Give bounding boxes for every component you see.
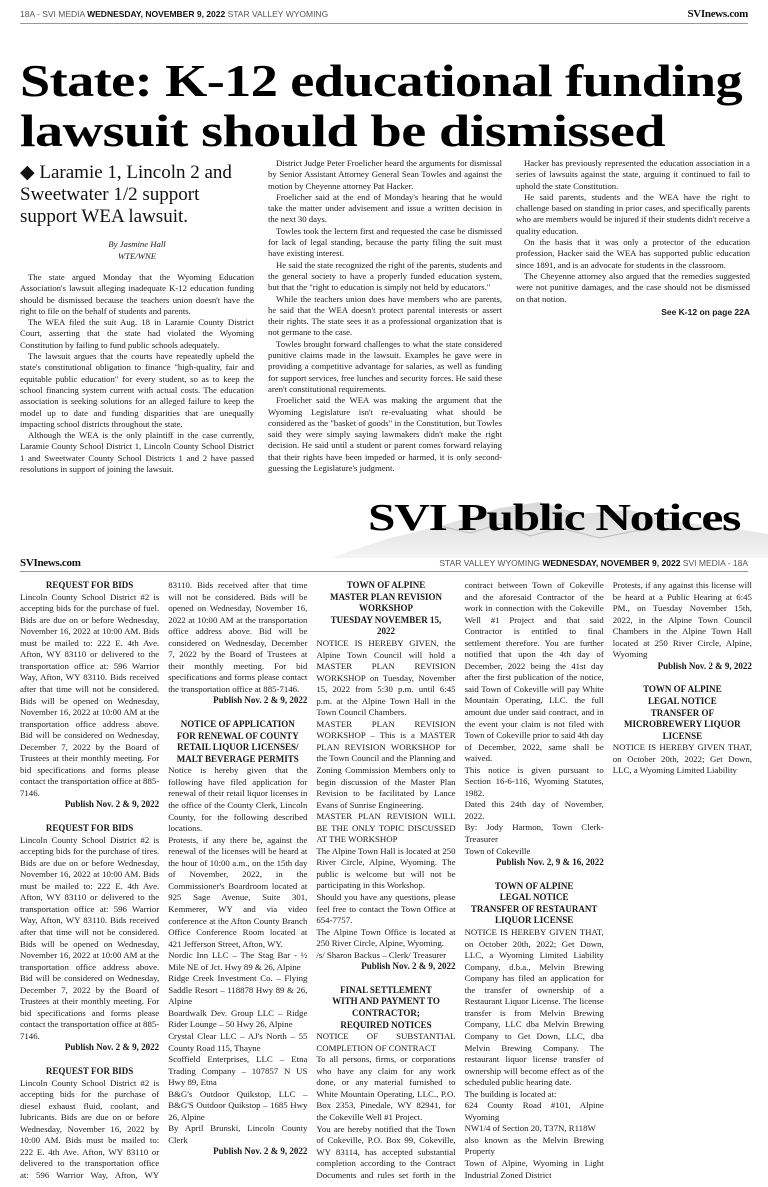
notice-paragraph: You are hereby notified that the Town of Cokeville, P.O. Box 99, Cokeville, WY 83114, has accepted substantial completion according to the Contract Documents and rules set forth in the contract between Town of Cokeville and the aforesaid Contractor of the work in connection with the Cokeville Well #1 Project and that said Contractor is entitled to final settlement therefore. You are further notified that upon the 4th day of December, 2022 being the 41st day after the first publication of the notice, said Town of Cokeville will pay White Mountain Operating, LLC. the full amount due under said contract, and in the event your claim is not filed with Town of Cokeville prior to said 4th day of December, 2022, same shall be waived. xyxy=(316,580,604,1180)
notice-paragraph: Scoffield Enterprises, LLC – Etna Trading Company – 107857 N US Hwy 89, Etna xyxy=(168,1054,308,1088)
notice-paragraph: MASTER PLAN REVISION WORKSHOP – This is a MASTER PLAN REVISION WORKSHOP for the Town Council and the Planning and Zoning Commission Members only to begin discussion of the Master Plan Revision to be facilitated by Lance Evans of Sunrise Engineering. xyxy=(316,718,456,810)
notice-paragraph: By: Jody Harmon, Town Clerk-Treasurer xyxy=(464,822,604,845)
headline-line-2: lawsuit should be dismissed xyxy=(20,105,665,156)
notice-publish-date: Publish Nov. 2 & 9, 2022 xyxy=(64,799,160,810)
notice-paragraph: This notice is given pursuant to Section 16-6-116, Wyoming Statutes, 1982. xyxy=(464,764,604,798)
public-notices-title: SVI Public Notices xyxy=(368,497,740,539)
notice-publish-date: Publish Nov. 2 & 9, 2022 xyxy=(657,660,752,671)
article-paragraph: Froelicher said at the end of Monday's hearing that he would take the matter under advisement and issue a written decision in the next 30 days. xyxy=(268,191,502,225)
article-paragraph: Although the WEA is the only plaintiff in the case currently, Laramie County School District 1, Lincoln County School District 1 and Sweetwater County School Districts 1 and 2 have passed resolutions in support of joining the lawsuit. xyxy=(20,430,254,475)
notice-paragraph: Notice is hereby given that the following have filed application for renewal of their retail liquor licenses in the office of the County Clerk, Lincoln County, for the following described locations. xyxy=(168,765,308,834)
notice-paragraph: also known as the Melvin Brewing Property xyxy=(464,1134,604,1157)
notice-paragraph: /s/ Sharon Backus – Clerk/ Treasurer xyxy=(316,949,447,960)
public-notices-columns xyxy=(20,580,752,1187)
notice-paragraph: To all persons, firms, or corporations who have any claim for any work done, or any material furnished to White Mountain Operating, LLC., P.O. Box 2353, Pinedale, WY 82941, for the Cokeville Well #1 Project. xyxy=(316,1054,456,1123)
notice-paragraph: Dated this 24th day of November, 2022. xyxy=(464,799,604,821)
notice-paragraph: The Alpine Town Office is located at 250 River Circle, Alpine, Wyoming. xyxy=(316,926,456,949)
page-header xyxy=(20,5,748,24)
page-number: 18A - SVI MEDIA xyxy=(20,9,85,19)
article-paragraph: District Judge Peter Froelicher heard the arguments for dismissal by Senior Assistant Attorney General Sean Towles and against the motion by Cheyenne attorney Pat Hacker. xyxy=(268,158,502,191)
byline-org: WTE/WNE xyxy=(117,251,157,261)
page-header-info xyxy=(20,9,328,19)
article-paragraph: On the basis that it was only a protector of the education profession, Hacker said the WEA has supported public education since 1891, and is an advocate for students in the classroom. xyxy=(516,237,750,270)
notice-paragraph: By April Brunski, Lincoln County Clerk xyxy=(168,1123,308,1145)
article-paragraph: Towles brought forward challenges to what the state considered punitive claims made in the lawsuit. Examples he gave were in providing a competitive advantage for salaries, as well as funding for support services, free lunches and security forces. He said these aren't constitutional requirements. xyxy=(268,338,502,394)
headline xyxy=(20,56,748,156)
article-paragraph: He said the state recognized the right of the parents, students and the general society to have a properly funded education system, but that the "right to education is simply not held by educators." xyxy=(268,259,502,293)
notice-paragraph: Ridge Creek Investment Co. – Flying Saddle Resort – 118878 Hwy 89 & 26, Alpine xyxy=(168,973,308,1007)
subhead: ◆ Laramie 1, Lincoln 2 and Sweetwater 1/2 support support WEA lawsuit. xyxy=(20,162,232,227)
public-notices-banner xyxy=(300,488,768,560)
notice-paragraph: The building is located at: xyxy=(464,1088,557,1099)
notice-heading: TOWN OF ALPINE LEGAL NOTICE TRANSFER OF MICROBREWERY LIQUOR LICENSE xyxy=(624,684,741,741)
site-link[interactable]: SVInews.com xyxy=(687,8,748,20)
notice-publish-date: Publish Nov. 2, 9 & 16, 2022 xyxy=(495,857,604,868)
notice-paragraph: NOTICE OF SUBSTANTIAL COMPLETION OF CONTRACT xyxy=(316,1031,456,1053)
notice-paragraph: 624 County Road #101, Alpine Wyoming xyxy=(464,1100,604,1122)
notice-heading: FINAL SETTLEMENT WITH AND PAYMENT TO CONTRACTOR; REQUIRED NOTICES xyxy=(332,984,440,1030)
byline xyxy=(20,238,254,262)
notice-heading: NOTICE OF APPLICATION FOR RENEWAL OF COUNTY RETAIL LIQUOR LICENSES/ MALT BEVERAGE PERMITS xyxy=(176,719,299,764)
notice-paragraph: NW1/4 of Section 20, T37N, R118W xyxy=(464,1123,596,1134)
notice-publish-date: Publish Nov. 2 & 9, 2022 xyxy=(213,1146,308,1157)
notice-heading: REQUEST FOR BIDS xyxy=(45,1065,134,1076)
notice-paragraph: NOTICE IS HEREBY GIVEN THAT, on October 20th, 2022; Get Down, LLC, a Wyoming Limited Liability Company, d.b.a., Melvin Brewing Company has filed an application for the transfer of ownership of a Restaurant Liquor License. The license transfer is from Melvin Brewing Company, LLC dba Melvin Brewing Company to Get Down, LLC, dba Melvin Brewing Company. The restaurant liquor license transfer of ownership will become effect as of the scheduled public hearing date. xyxy=(464,927,604,1088)
notice-heading: TOWN OF ALPINE MASTER PLAN REVISION WORKSHOP TUESDAY NOVEMBER 15, 2022 xyxy=(329,580,442,637)
article-paragraph: Froelicher said the WEA was making the argument that the Wyoming Legislature isn't re-evaluating what should be considered as the "basket of goods" in the Constitution, but Towles said they were simply saying lawmakers didn't make the right decision. He said until a student or parent comes forward relaying that their rights have been impeded or harmed, it is only second-guessing the Legislature's judgment. xyxy=(268,395,502,474)
notices-location: STAR VALLEY WYOMING xyxy=(439,558,540,568)
notice-paragraph: Should you have any questions, please feel free to contact the Town Office at 654-7757. xyxy=(316,892,456,926)
headline-line-1: State: K-12 educational funding xyxy=(20,55,742,106)
notices-page-number: SVI MEDIA - 18A xyxy=(682,558,748,568)
notice-paragraph: Town of Alpine, Wyoming in Light Industrial Zoned District xyxy=(464,1157,604,1180)
continued-link[interactable]: See K-12 on page 22A xyxy=(661,306,750,317)
notice-paragraph: B&G's Outdoor Quikstop, LLC – B&G'S Outdoor Quikstop – 1685 Hwy 26, Alpine xyxy=(168,1088,308,1122)
notice-heading: TOWN OF ALPINE LEGAL NOTICE TRANSFER OF RESTAURANT LIQUOR LICENSE xyxy=(470,880,598,926)
notices-site-link[interactable]: SVInews.com xyxy=(20,557,81,569)
notice-paragraph: The Alpine Town Hall is located at 250 River Circle, Alpine, Wyoming. The public is welcome but will not be participating in this Workshop. xyxy=(316,845,456,891)
notice-paragraph: Lincoln County School District #2 is accepting bids for the purchase of fuel. Bids are due on or before Wednesday, November 16, 2022 at 10:00 AM. Bids must be mailed to: 222 E. 4th Ave. Afton, WY 83110 or delivered to the transportation office at: 596 Warrior Way, Afton, WY 83110. Bids received after that time will not be considered. Bids will be opened on Wednesday, November 16, 2022 at 10:00 AM at the transportation office address above. Bid will be considered on Wednesday, December 7, 2022 by the Board of Trustees at their monthly meeting. For bid specifications and forms please contact the transportation office at 885-7146. xyxy=(20,591,160,798)
article-paragraph: The WEA filed the suit Aug. 18 in Laramie County District Court, asserting that the state had violated the Wyoming Constitution by failing to fund public schools adequately. xyxy=(20,317,254,350)
notice xyxy=(316,580,455,973)
byline-author: By Jasmine Hall xyxy=(108,239,166,249)
notice-paragraph: Nordic Inn LLC – The Stag Bar - ½ Mile NE of Jct. Hwy 89 & 26, Alpine xyxy=(168,950,308,972)
notices-date: WEDNESDAY, NOVEMBER 9, 2022 xyxy=(542,558,681,568)
article-paragraph: He said parents, students and the WEA have the right to challenge based on standing in prior cases, and specifically parents who are members would be injured if their students didn't receive a quality education. xyxy=(516,191,750,236)
notice xyxy=(20,823,159,1054)
notice-publish-date: Publish Nov. 2 & 9, 2022 xyxy=(213,695,308,706)
location: STAR VALLEY WYOMING xyxy=(227,9,329,19)
notice-publish-date: Publish Nov. 2 & 9, 2022 xyxy=(64,1042,160,1053)
issue-date: WEDNESDAY, NOVEMBER 9, 2022 xyxy=(87,9,226,19)
article-paragraph: The Cheyenne attorney also argued that the remedies suggested were not punitive damages, and the case should not be dismissed on that notion. xyxy=(516,270,750,304)
notice-paragraph: Protests, if any against this license will be heard at a Public Hearing at 6:45 PM., on Tuesday November 15th, 2022, in the Alpine Town Council Chambers in the Alpine Town Hall located at 250 River Circle, Alpine, Wyoming xyxy=(612,580,752,660)
notice-paragraph: Boardwalk Dev. Group LLC – Ridge Rider Lounge – 50 Hwy 26, Alpine xyxy=(168,1007,308,1030)
article-paragraph: While the teachers union does have members who are parents, he said that the WEA doesn't protect parental interests or assert their rights. The state sees it as a professional organization that is not germane to the case. xyxy=(268,293,502,338)
notice xyxy=(168,719,307,1158)
notice-paragraph: Crystal Clear LLC – AJ's North – 55 County Road 115, Thayne xyxy=(168,1030,308,1053)
article-paragraph: Hacker has previously represented the education association in a series of lawsuits against the state, arguing it continued to fail to uphold the state Constitution. xyxy=(516,158,750,191)
notice-heading: REQUEST FOR BIDS xyxy=(45,822,134,833)
article-paragraph: The lawsuit argues that the courts have repeatedly upheld the state's constitutional obligation to finance "high-quality, fair and equitable public education" for every student, so as to keep the school financing system current with actual costs. The education association is seeking solutions for an alleged failure to keep the model up to date and funding disparities that are unequally impacting school districts throughout the state. xyxy=(20,351,254,429)
notices-header-bar xyxy=(20,555,748,572)
article-paragraph: Towles took the lectern first and requested the case be dismissed for lack of legal standing, because the party filing the suit must have existing interest. xyxy=(268,225,502,259)
article-paragraph: The state argued Monday that the Wyoming Education Association's lawsuit alleging inadequate K-12 education funding should be dismissed because the teachers union doesn't have the right to file on the behalf of students and parents. xyxy=(20,272,254,316)
article-body xyxy=(20,158,750,478)
notice-paragraph: Lincoln County School District #2 is accepting bids for the purchase of tires. Bids are due on or before Wednesday, November 16, 2022 at 10:00 AM. Bids must be mailed to: 222 E. 4th Ave. Afton, WY 83110 or delivered to the transportation office at: 596 Warrior Way, Afton, WY 83110. Bids received after that time will not be considered. Bids will be opened on Wednesday, November 16, 2022 at 10:00 AM at the transportation office address above. Bid will be considered on Wednesday, December 7, 2022 by the Board of Trustees at their monthly meeting. For bid specifications and forms please contact the transportation office at 885-7146. xyxy=(20,834,160,1041)
notice-paragraph: MASTER PLAN REVISION WILL BE THE ONLY TOPIC DISCUSSED AT THE WORKSHOP xyxy=(316,811,456,845)
notice-heading: REQUEST FOR BIDS xyxy=(45,580,134,590)
notice-publish-date: Publish Nov. 2 & 9, 2022 xyxy=(361,961,456,972)
notice-paragraph: Town of Cokeville xyxy=(464,845,531,856)
notice xyxy=(20,580,159,811)
notice xyxy=(613,684,752,777)
notice-paragraph: Lincoln County School District #2 is accepting bids for the purchase of diesel exhaust fluid, coolant, and lubricants. Bids are due on or before Wednesday, November 16, 2022 by 10:00 AM. Bids must be mailed to: 222 E. 4th Ave. Afton, WY 83110 or delivered to the transportation office at: 596 Warrior Way, Afton, WY 83110. Bids received after that time will not be considered. Bids will be opened on Wednesday, November 16, 2022 at 10:00 AM at the transportation office address above. Bid will be considered on Wednesday, December 7, 2022 by the Board of Trustees at their monthly meeting. For bid specifications and forms please contact the transportation office at 885-7146. xyxy=(20,580,308,1180)
notice-paragraph: NOTICE IS HEREBY GIVEN THAT, on October 20th, 2022; Get Down, LLC, a Wyoming Limited Liability xyxy=(612,742,752,776)
notice-paragraph: Protests, if any there be, against the renewal of the licenses will be heard at the hour of 10:00 a.m., on the 15th day of November, 2022, in the Commissioner's Boardroom located at 925 Sage Avenue, Suite 301, Kemmerer, WY and via video conference at the Afton County Branch Office Conference Room located at 421 Jefferson Street, Afton, WY. xyxy=(168,834,308,949)
notice-paragraph: NOTICE IS HEREBY GIVEN, the Alpine Town Council will hold a MASTER PLAN REVISION WORKSHOP on Tuesday, November 15, 2022 from 5:30 p.m. until 6:45 p.m. at the Alpine Town Hall in the Town Council Chambers. xyxy=(316,637,456,718)
notices-page-info xyxy=(439,558,748,568)
